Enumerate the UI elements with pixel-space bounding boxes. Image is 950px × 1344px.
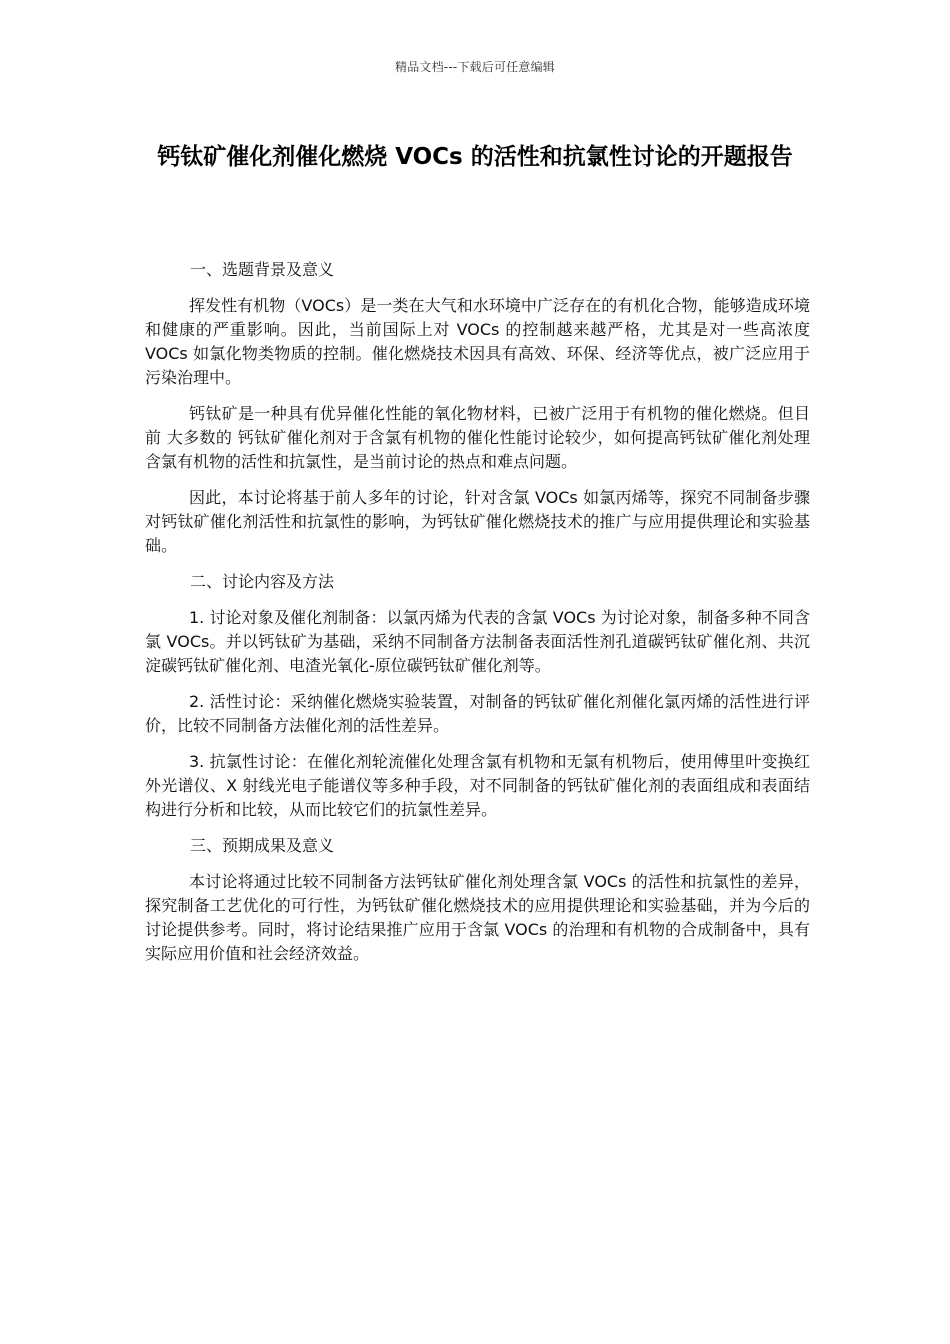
paragraph: 挥发性有机物（VOCs）是一类在大气和水环境中广泛存在的有机化合物，能够造成环境和健康的严重影响。因此，当前国际上对 VOCs 的控制越来越严格，尤其是对一些高浓度 VOCs 如氯化物类物质的控制。催化燃烧技术因具有高效、环保、经济等优点，被广泛应用于污染治理中。 — [145, 296, 810, 387]
document-body — [145, 258, 810, 978]
page-header-note: 精品文档---下载后可任意编辑 — [395, 60, 555, 74]
section-heading: 二、讨论内容及方法 — [190, 572, 335, 591]
paragraph: 因此，本讨论将基于前人多年的讨论，针对含氯 VOCs 如氯丙烯等，探究不同制备步骤对钙钛矿催化剂活性和抗氯性的影响，为钙钛矿催化燃烧技术的推广与应用提供理论和实验基础。 — [145, 488, 810, 555]
paragraph: 钙钛矿是一种具有优异催化性能的氧化物材料，已被广泛用于有机物的催化燃烧。但目前 大多数的 钙钛矿催化剂对于含氯有机物的催化性能讨论较少，如何提高钙钛矿催化剂处理含氯有机物的活性和抗氯性，是当前讨论的热点和难点问题。 — [145, 404, 810, 471]
paragraph: 2. 活性讨论：采纳催化燃烧实验装置，对制备的钙钛矿催化剂催化氯丙烯的活性进行评价，比较不同制备方法催化剂的活性差异。 — [145, 692, 810, 735]
section-background — [145, 258, 810, 558]
section-heading: 一、选题背景及意义 — [190, 260, 335, 279]
section-expected-results — [145, 834, 810, 966]
document-title: 钙钛矿催化剂催化燃烧 VOCs 的活性和抗氯性讨论的开题报告 — [157, 144, 793, 170]
paragraph: 本讨论将通过比较不同制备方法钙钛矿催化剂处理含氯 VOCs 的活性和抗氯性的差异，探究制备工艺优化的可行性，为钙钛矿催化燃烧技术的应用提供理论和实验基础，并为今后的讨论提供参考。同时，将讨论结果推广应用于含氯 VOCs 的治理和有机物的合成制备中，具有实际应用价值和社会经济效益。 — [145, 872, 810, 963]
section-content-methods — [145, 570, 810, 822]
paragraph: 3. 抗氯性讨论：在催化剂轮流催化处理含氯有机物和无氯有机物后，使用傅里叶变换红外光谱仪、X 射线光电子能谱仪等多种手段，对不同制备的钙钛矿催化剂的表面组成和表面结构进行分析和比较，从而比较它们的抗氯性差异。 — [145, 752, 810, 819]
section-heading: 三、预期成果及意义 — [190, 836, 335, 855]
paragraph: 1. 讨论对象及催化剂制备：以氯丙烯为代表的含氯 VOCs 为讨论对象，制备多种不同含氯 VOCs。并以钙钛矿为基础，采纳不同制备方法制备表面活性剂孔道碳钙钛矿催化剂、共沉淀碳钙钛矿催化剂、电渣光氧化-原位碳钙钛矿催化剂等。 — [145, 608, 810, 675]
